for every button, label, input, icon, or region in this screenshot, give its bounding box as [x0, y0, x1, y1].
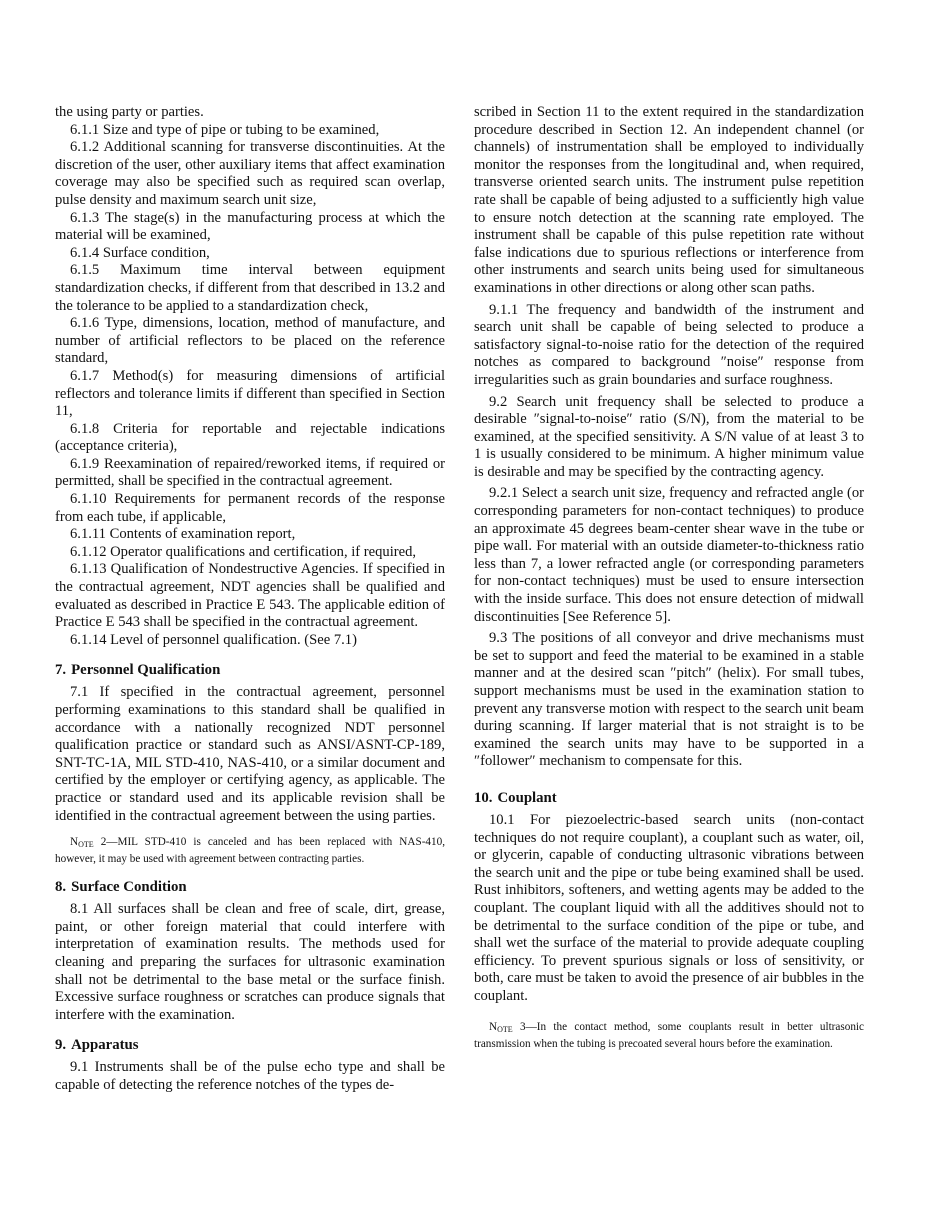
section-10-heading: [474, 789, 864, 807]
section-title: Personnel Qualification: [71, 662, 221, 679]
section-number: 8.: [55, 879, 67, 896]
paragraph-9-3: 9.3 The positions of all conveyor and drive mechanisms must be set to support and feed the material to be examined in a stable manner and at the desired scan ″pitch″ (helix). For small tubes, support mechanisms must be used in the examination station to prevent any transverse motion with respect to the search unit beam during scanning. If larger material that is not straight is to be examined the search units may have to be supported in a ″follower″ mechanism to compensate for this.: [474, 630, 864, 770]
requirements-list: [55, 122, 445, 650]
paragraph-9-1-start: 9.1 Instruments shall be of the pulse echo type and shall be capable of detecting the reference notches of the types de-: [55, 1059, 445, 1093]
paragraph-9-1-continued: scribed in Section 11 to the extent required in the standardization procedure described in Section 12. An independent channel (or channels) of instrumentation shall be employed to individually monitor the responses from the longitudinal and, when required, transverse oriented search units. The instrument pulse repetition rate shall be capable of being adjusted to a sufficiently high value to ensure notch detection at the scanning rate employed. The instrument shall be capable of this pulse repetition rate without false indications due to spurious reflections or interference from other instruments and search units being used for simultaneous examinations in other directions or along other scan paths.: [474, 104, 864, 296]
note-text: 3—In the contact method, some couplants result in better ultrasonic transmission when the tubing is precoated several hours before the examination.: [474, 1020, 864, 1050]
section-8-heading: [55, 878, 445, 896]
paragraph-9-1-1: 9.1.1 The frequency and bandwidth of the instrument and search unit shall be capable of being selected to produce a satisfactory signal-to-noise ratio for the detection of the required notches as compared to background ″noise″ response from irregularities such as grain boundaries and surface roughness.: [474, 301, 864, 388]
paragraph-9-2-1: 9.2.1 Select a search unit size, frequency and refracted angle (or corresponding parameters for non-contact techniques) to produce an approximate 45 degrees beam-center shear wave in the tube or pipe wall. For material with an outside diameter-to-thickness ratio less than 7, a lower refracted angle (or corresponding parameters for non-contact techniques) must be used to ensure intersection with the inside surface. This does not ensure detection of midwall discontinuities [See Reference 5].: [474, 485, 864, 625]
requirement-item: 6.1.1 Size and type of pipe or tubing to be examined,: [70, 121, 380, 138]
note-label-sub: OTE: [497, 1024, 513, 1034]
requirement-item: 6.1.11 Contents of examination report,: [70, 526, 296, 543]
requirement-item: 6.1.2 Additional scanning for transverse discontinuities. At the discretion of the user, other auxiliary items that affect examination coverage may also be specified such as required scan overlap, pulse density and maximum search unit size,: [55, 139, 445, 208]
section-9-heading: [55, 1036, 445, 1054]
requirement-item: 6.1.12 Operator qualifications and certification, if required,: [70, 543, 417, 560]
section-title: Surface Condition: [71, 879, 187, 896]
paragraph-9-2: 9.2 Search unit frequency shall be selected to produce a desirable ″signal-to-noise″ ratio (S/N), from the material to be examined, at the specified sensitivity. A S/N value of at least 3 to 1 is usually considered to be minimum. A higher minimum value is desirable and may be specified by the contracting agency.: [474, 393, 864, 480]
requirement-item: 6.1.9 Reexamination of repaired/reworked items, if required or permitted, shall be specified in the contractual agreement.: [55, 455, 445, 490]
requirement-item: 6.1.6 Type, dimensions, location, method of manufacture, and number of artificial reflectors to be placed on the reference standard,: [55, 315, 445, 367]
requirement-item: 6.1.13 Qualification of Nondestructive Agencies. If specified in the contractual agreement, NDT agencies shall be qualified and evaluated as described in Practice E 543. The applicable edition of Practice E 543 shall be specified in the contractual agreement.: [55, 561, 445, 631]
section-number: 7.: [55, 662, 67, 679]
intro-text: the using party or parties.: [55, 104, 204, 120]
paragraph-7-1: 7.1 If specified in the contractual agreement, personnel performing examinations to this standard shall be qualified in accordance with a nationally recognized NDT personnel qualification practice or standard such as ANSI/ASNT-CP-189, SNT-TC-1A, MIL STD-410, NAS-410, or a similar document and certified by the employer or certifying agency, as applicable. The practice or standard used and its applicable revision shall be identified in the contractual agreement between the using parties.: [55, 684, 445, 824]
requirement-item: 6.1.4 Surface condition,: [70, 244, 210, 261]
requirement-item: 6.1.7 Method(s) for measuring dimensions of artificial reflectors and tolerance limits if different than specified in Section 11,: [55, 367, 445, 420]
note-2: [55, 835, 445, 866]
section-number: 10.: [474, 789, 493, 806]
left-column: [55, 104, 445, 1095]
note-text: 2—MIL STD-410 is canceled and has been replaced with NAS-410, however, it may be used with agreement between contracting parties.: [55, 836, 445, 866]
requirement-item: 6.1.3 The stage(s) in the manufacturing process at which the material will be examined,: [55, 209, 445, 244]
note-3: [474, 1020, 864, 1051]
paragraph-10-1: 10.1 For piezoelectric-based search units (non-contact techniques do not require couplant), a couplant such as water, oil, or glycerin, capable of conducting ultrasonic vibrations between the search unit and the pipe or tube being examined shall be used. Rust inhibitors, softeners, and wetting agents may be added to the couplant. The couplant liquid with all the additives should not to be detrimental to the surface condition of the pipe or tube, and shall wet the surface of the material to provide adequate coupling efficiency. To prevent spurious signals or loss of sensitivity, or both, care must be taken to avoid the presence of air bubbles in the couplant.: [474, 811, 864, 1004]
right-column: [474, 104, 864, 1055]
requirement-item: 6.1.14 Level of personnel qualification. (See 7.1): [70, 631, 357, 648]
requirement-item: 6.1.10 Requirements for permanent records of the response from each tube, if applicable,: [55, 491, 445, 525]
requirement-item: 6.1.5 Maximum time interval between equipment standardization checks, if different from that described in 13.2 and the tolerance to be applied to a standardization check,: [55, 262, 445, 314]
note-label-sub: OTE: [78, 840, 94, 850]
paragraph-8-1: 8.1 All surfaces shall be clean and free of scale, dirt, grease, paint, or other foreign material that could interfere with interpretation of examination results. The methods used for cleaning and preparing the surfaces for ultrasonic examination shall not be detrimental to the base metal or the surface finish. Excessive surface roughness or scratches can produce signals that interfere with the examination.: [55, 901, 445, 1023]
section-title: Apparatus: [71, 1037, 139, 1054]
note-label-n: N: [70, 836, 79, 849]
section-title: Couplant: [497, 789, 557, 806]
section-number: 9.: [55, 1037, 67, 1054]
section-7-heading: [55, 661, 445, 679]
requirement-item: 6.1.8 Criteria for reportable and rejectable indications (acceptance criteria),: [55, 420, 445, 455]
note-label-n: N: [489, 1020, 498, 1033]
